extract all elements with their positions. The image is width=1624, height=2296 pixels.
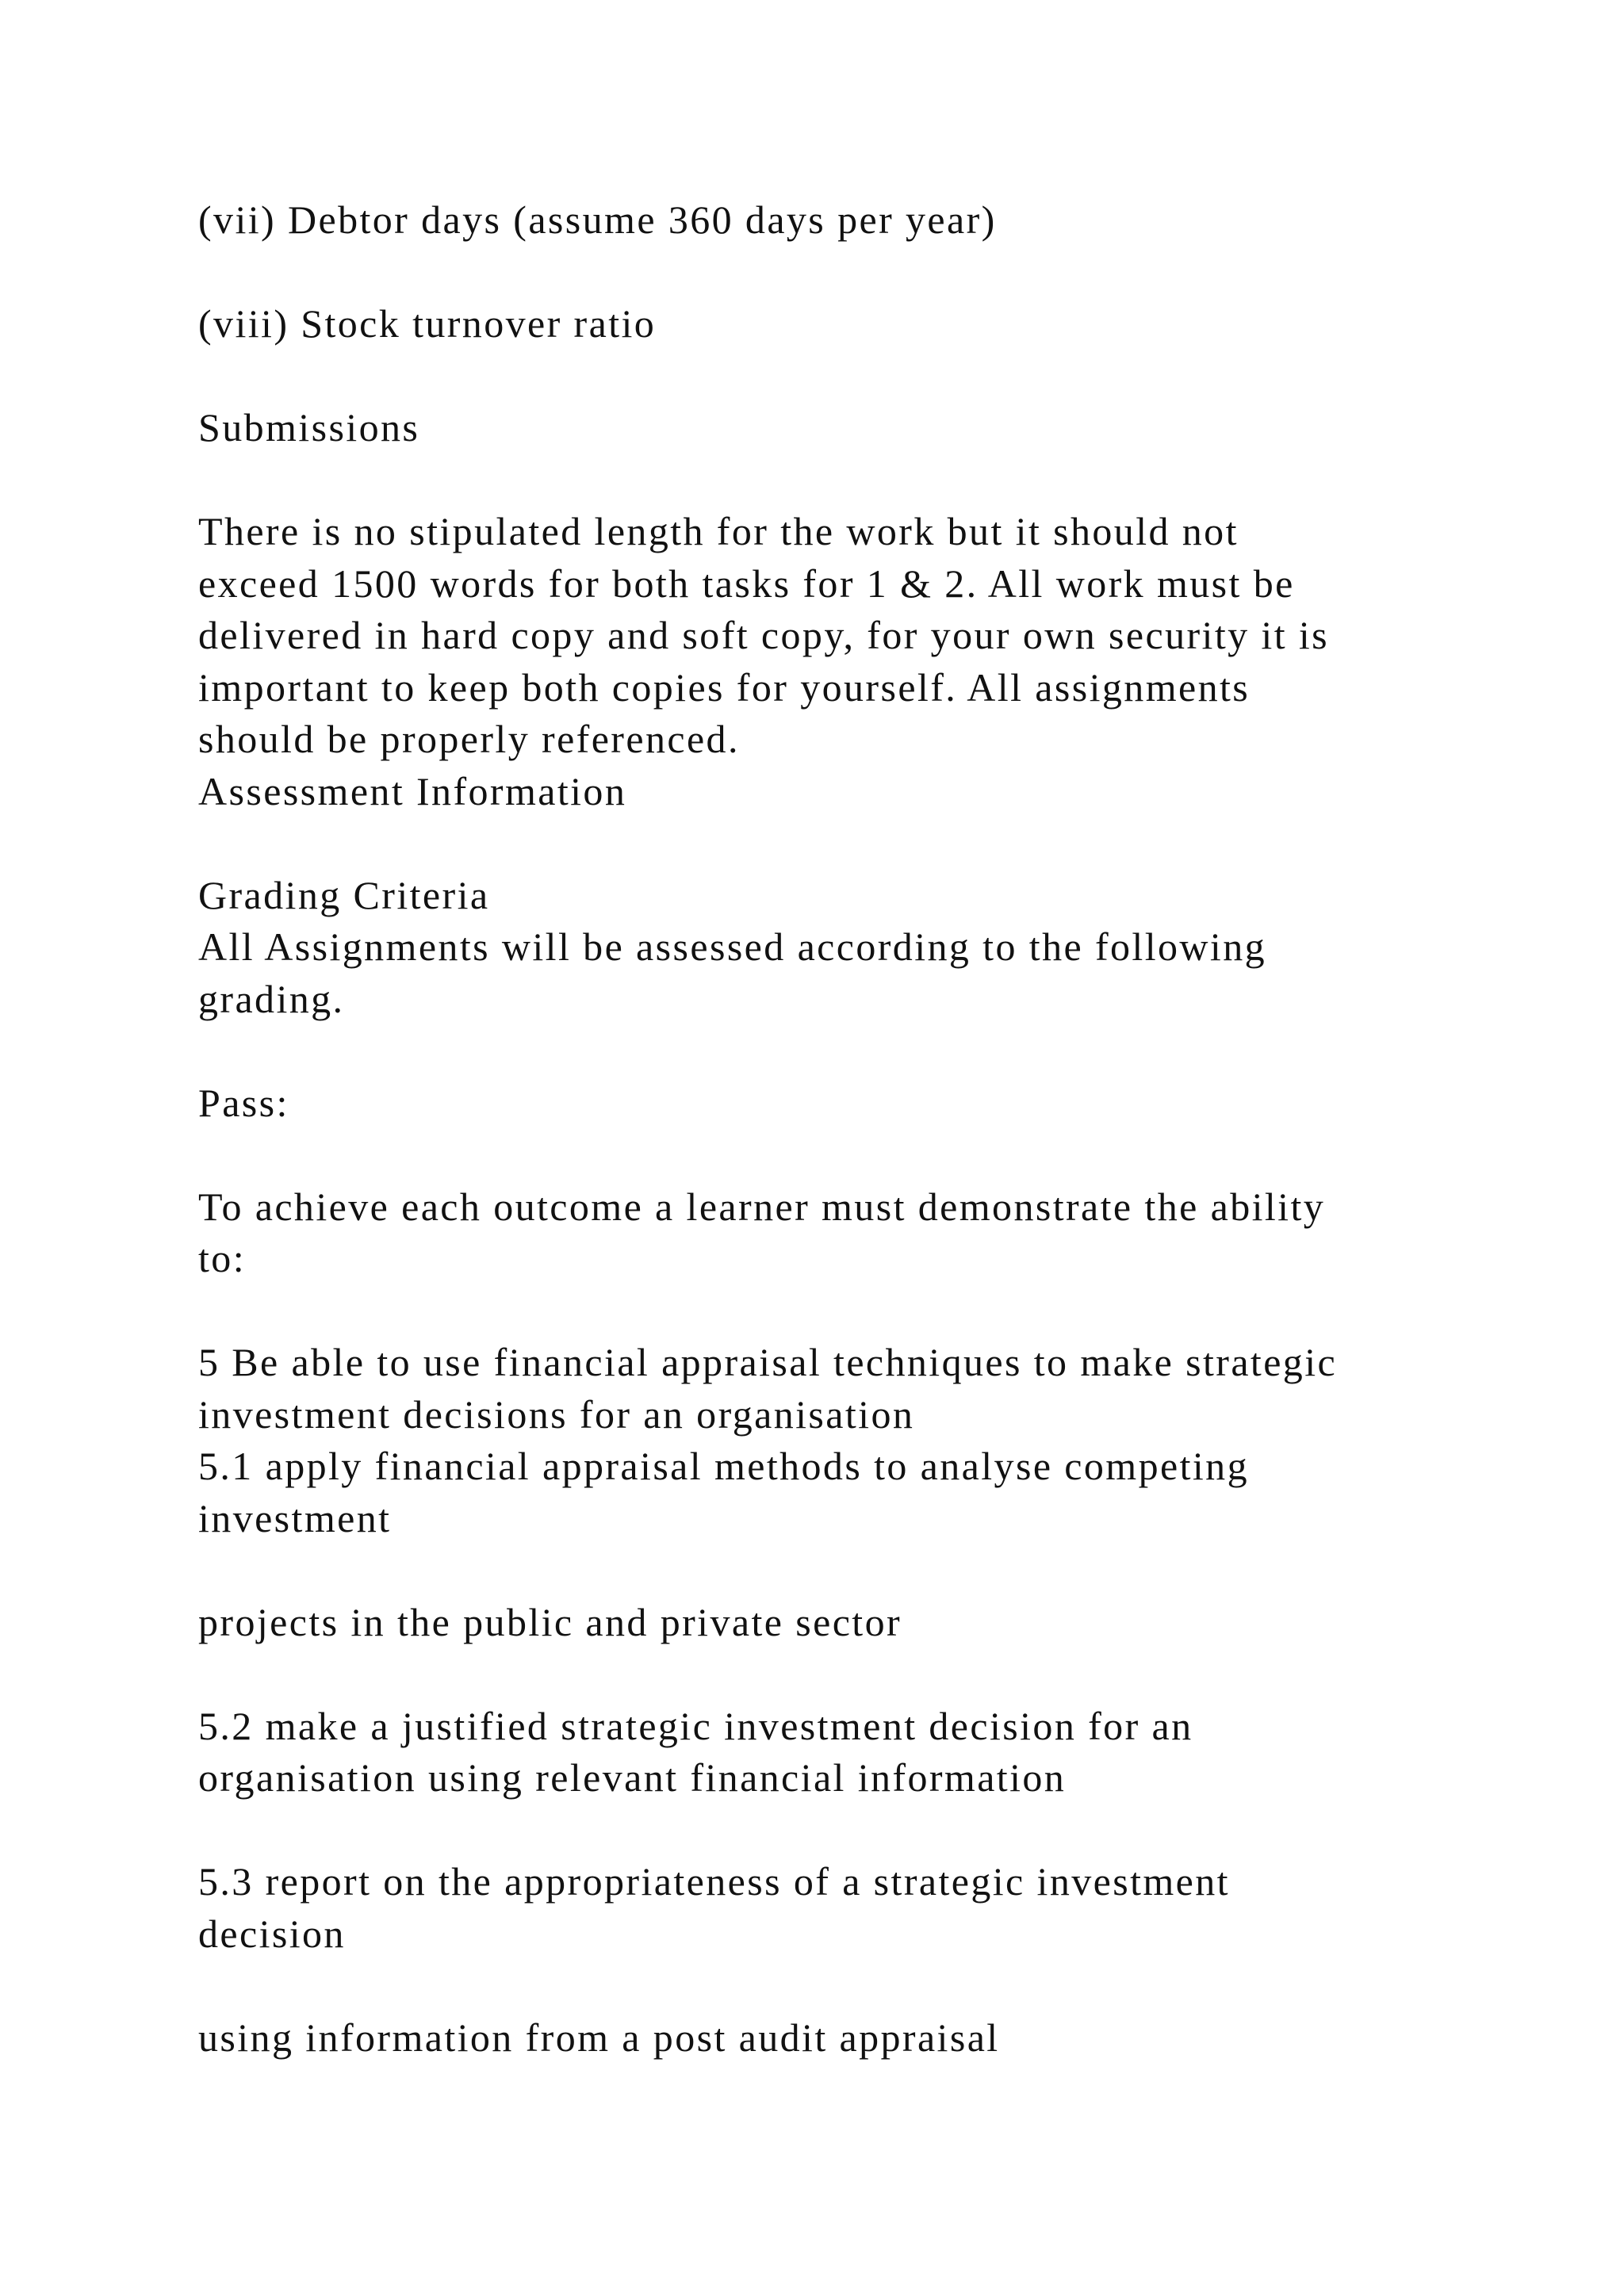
text-line: decision bbox=[198, 1911, 346, 1956]
blank-line bbox=[198, 1544, 1483, 1597]
text-line: important to keep both copies for yourself. All assignments bbox=[198, 664, 1251, 710]
criterion-5-3: 5.3 report on the appropriateness of a strategic investment bbox=[198, 1859, 1230, 1904]
section-heading-grading-criteria: Grading Criteria bbox=[198, 872, 490, 917]
blank-line bbox=[198, 1025, 1483, 1077]
text-line: delivered in hard copy and soft copy, for your own security it is bbox=[198, 613, 1330, 657]
text-line: (vii) Debtor days (assume 360 days per year) bbox=[198, 197, 997, 242]
section-heading-assessment-information: Assessment Information bbox=[198, 768, 627, 813]
blank-line bbox=[198, 454, 1483, 507]
text-line: All Assignments will be assessed according to the following bbox=[198, 924, 1266, 969]
text-line: projects in the public and private sector bbox=[198, 1599, 902, 1644]
section-heading-submissions: Submissions bbox=[198, 405, 420, 450]
section-heading-pass: Pass: bbox=[198, 1080, 289, 1125]
blank-line bbox=[198, 1804, 1483, 1857]
blank-line bbox=[198, 1960, 1483, 2012]
text-line: (viii) Stock turnover ratio bbox=[198, 301, 657, 346]
criterion-5-1: 5.1 apply financial appraisal methods to analyse competing bbox=[198, 1444, 1249, 1488]
blank-line bbox=[198, 1648, 1483, 1701]
text-line: using information from a post audit appraisal bbox=[198, 2015, 1000, 2060]
text-line: There is no stipulated length for the work but it should not bbox=[198, 509, 1239, 553]
blank-line bbox=[198, 817, 1483, 870]
text-line: organisation using relevant financial information bbox=[198, 1755, 1067, 1800]
text-line: investment decisions for an organisation bbox=[198, 1391, 915, 1437]
blank-line bbox=[198, 1129, 1483, 1181]
text-line: to: bbox=[198, 1236, 246, 1280]
text-line: exceed 1500 words for both tasks for 1 & 2. All work must be bbox=[198, 561, 1295, 606]
text-line: To achieve each outcome a learner must demonstrate the ability bbox=[198, 1184, 1326, 1229]
text-line: investment bbox=[198, 1495, 392, 1540]
outcome-5: 5 Be able to use financial appraisal techniques to make strategic bbox=[198, 1340, 1338, 1384]
blank-line bbox=[198, 247, 1483, 299]
blank-line bbox=[198, 350, 1483, 403]
text-line: grading. bbox=[198, 976, 345, 1021]
text-line: should be properly referenced. bbox=[198, 717, 740, 761]
criterion-5-2: 5.2 make a justified strategic investment decision for an bbox=[198, 1703, 1193, 1748]
blank-line bbox=[198, 1285, 1483, 1337]
document-body bbox=[198, 194, 1483, 2064]
